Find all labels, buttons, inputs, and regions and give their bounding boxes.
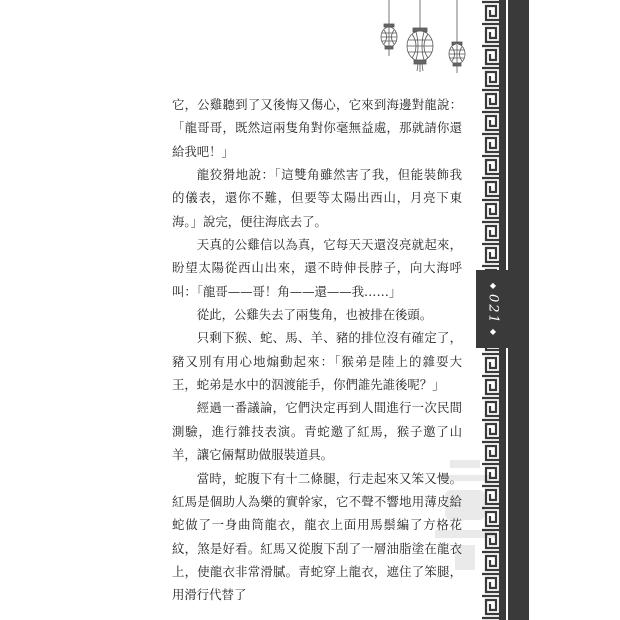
paragraph: 龍狡猾地說：「這雙角雖然害了我，但能裝飾我的儀表，還你不難，但要等太陽出西山，月亮下東海。」說完，便往海底去了。 [172,167,462,229]
page-number-tab [476,270,510,348]
diamond-icon: ◆ [489,327,497,337]
lanterns-illustration [375,0,475,80]
paragraph: 經過一番議論，它們決定再到人間進行一次民間測驗，進行雜技表演。青蛇邀了紅馬，猴子邀了山羊，讓它倆幫助做服裝道具。 [172,400,462,463]
story-text [172,93,462,607]
paragraph: 當時，蛇腹下有十二條腿，行走起來又笨又慢。紅馬是個助人為樂的實幹家，它不聲不響地用薄皮給蛇做了一身曲筒龍衣，龍衣上面用馬鬃編了方格花紋，煞是好看。紅馬又從腹下刮了一層油脂塗在龍衣上，使龍衣非常滑膩。青蛇穿上龍衣，遮住了笨腿，用滑行代替了 [172,470,462,603]
page-number: 021 [485,293,501,325]
paragraph: 只剩下猴、蛇、馬、羊、豬的排位沒有確定了，豬又別有用心地煽動起來：「猴弟是陸上的雜耍大王，蛇弟是水中的泅渡能手，你們誰先誰後呢？」 [172,330,462,393]
diamond-icon: ◆ [489,280,497,290]
paragraph: 它，公雞聽到了又後悔又傷心，它來到海邊對龍說：「龍哥哥，既然這兩隻角對你毫無益處，那就請你還給我吧！」 [172,97,462,159]
paragraph: 從此，公雞失去了兩隻角，也被排在後頭。 [196,307,433,323]
paragraph: 天真的公雞信以為真，它每天天還沒亮就起來，盼望太陽從西山出來，還不時伸長脖子，向大海呼叫：「龍哥——哥！角——還——我……」 [172,237,462,299]
